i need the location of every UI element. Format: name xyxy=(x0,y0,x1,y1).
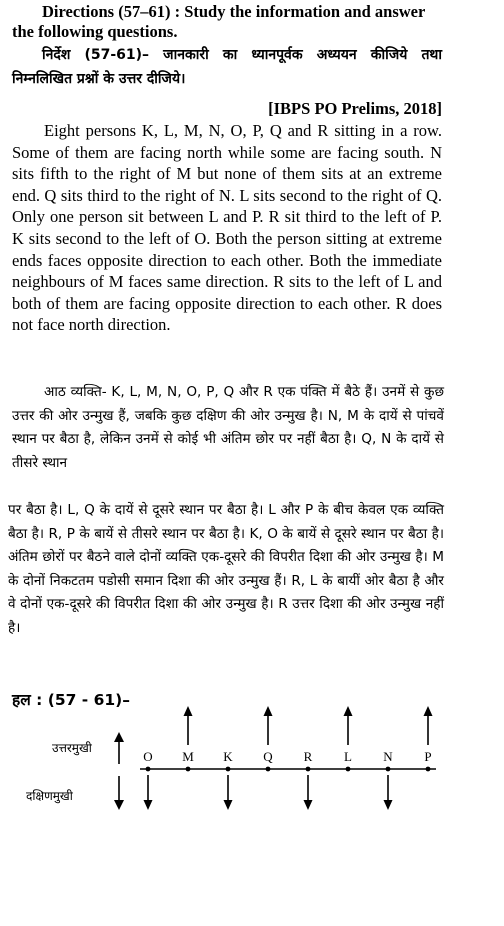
arrow-down-icon xyxy=(304,775,313,810)
seat-dot xyxy=(186,767,191,772)
seat-dot xyxy=(146,767,151,772)
person-label: P xyxy=(424,749,432,764)
arrow-up-icon xyxy=(264,706,273,745)
person-label: Q xyxy=(263,749,273,764)
person-o xyxy=(143,749,152,810)
puzzle-paragraph-hindi-part1: आठ व्यक्ति- K, L, M, N, O, P, Q और R एक पंक्ति में बैठे हैं। उनमें से कुछ उत्तर की ओर उन्मुख हैं, जबकि कुछ दक्षिण की ओर उन्मुख है। N, M के दायें से पांचवें स्थान पर बैठा है, लेकिन उनमें से कोई भी अंतिम छोर पर नहीं बैठा है। Q, N के दायें से तीसरे स्थान xyxy=(12,384,444,471)
seat-dot xyxy=(226,767,231,772)
arrow-down-icon xyxy=(224,775,233,810)
arrow-up-icon xyxy=(424,706,433,745)
seat-dot xyxy=(306,767,311,772)
south-legend-arrow-icon xyxy=(114,776,124,810)
seat-dot xyxy=(426,767,431,772)
seating-diagram xyxy=(0,700,504,820)
person-r xyxy=(304,749,313,810)
seat-dot xyxy=(386,767,391,772)
person-label: K xyxy=(223,749,233,764)
arrow-down-icon xyxy=(384,775,393,810)
arrow-up-icon xyxy=(184,706,193,745)
person-l xyxy=(344,706,353,771)
exam-source: [IBPS PO Prelims, 2018] xyxy=(268,99,442,118)
person-k xyxy=(223,749,233,810)
person-label: L xyxy=(344,749,352,764)
person-label: M xyxy=(182,749,194,764)
directions-hindi: निर्देश (57-61)– जानकारी का ध्यानपूर्वक अध्ययन कीजिये तथा निम्नलिखित प्रश्नों के उत्तर दीजिये। xyxy=(12,47,442,87)
person-q xyxy=(263,706,273,771)
arrow-up-icon xyxy=(344,706,353,745)
person-label: N xyxy=(383,749,393,764)
directions-english: Directions (57–61) : Study the information and answer the following questions. xyxy=(12,2,426,41)
solution-label: हल : (57 - 61)– xyxy=(12,691,131,709)
arrow-down-icon xyxy=(144,775,153,810)
seat-dot xyxy=(346,767,351,772)
person-m xyxy=(182,706,194,771)
person-label: R xyxy=(303,749,313,764)
north-facing-label: उत्तरमुखी xyxy=(52,741,92,755)
person-label: O xyxy=(143,749,153,764)
person-n xyxy=(383,749,393,810)
south-facing-label: दक्षिणमुखी xyxy=(26,789,73,803)
person-p xyxy=(424,706,433,771)
puzzle-paragraph-english: Eight persons K, L, M, N, O, P, Q and R sitting in a row. Some of them are facing north while some are facing south. N sits fifth to the right of M but none of them sits at an extreme end. Q sits third to the right of N. L sits second to the right of Q. Only one person sit between L and P. R sit third to the left of P. K sits second to the left of O. Both the person sitting at extreme ends faces opposite direction to each other. Both the immediate neighbours of M faces same direction. R sits to the left of L and both of them are facing opposite direction to each other. R does not face north direction. xyxy=(12,121,442,335)
puzzle-paragraph-hindi-part2: पर बैठा है। L, Q के दायें से दूसरे स्थान पर बैठा है। L और P के बीच केवल एक व्यक्ति बैठा है। R, P के बायें से तीसरे स्थान पर बैठा है। K, O के बायें से दूसरे स्थान पर बैठा है। अंतिम छोरों पर बैठने वाले दोनों व्यक्ति एक-दूसरे की विपरीत दिशा की ओर उन्मुख है। M के दोनों निकटतम पडोसी समान दिशा की ओर उन्मुख हैं। R, L के बायीं ओर बैठा है और वे दोनों एक-दूसरे की विपरीत दिशा की ओर उन्मुख है। R उत्तर दिशा की ओर उन्मुख नहीं है। xyxy=(8,502,444,636)
seat-dot xyxy=(266,767,271,772)
north-legend-arrow-icon xyxy=(114,732,124,764)
